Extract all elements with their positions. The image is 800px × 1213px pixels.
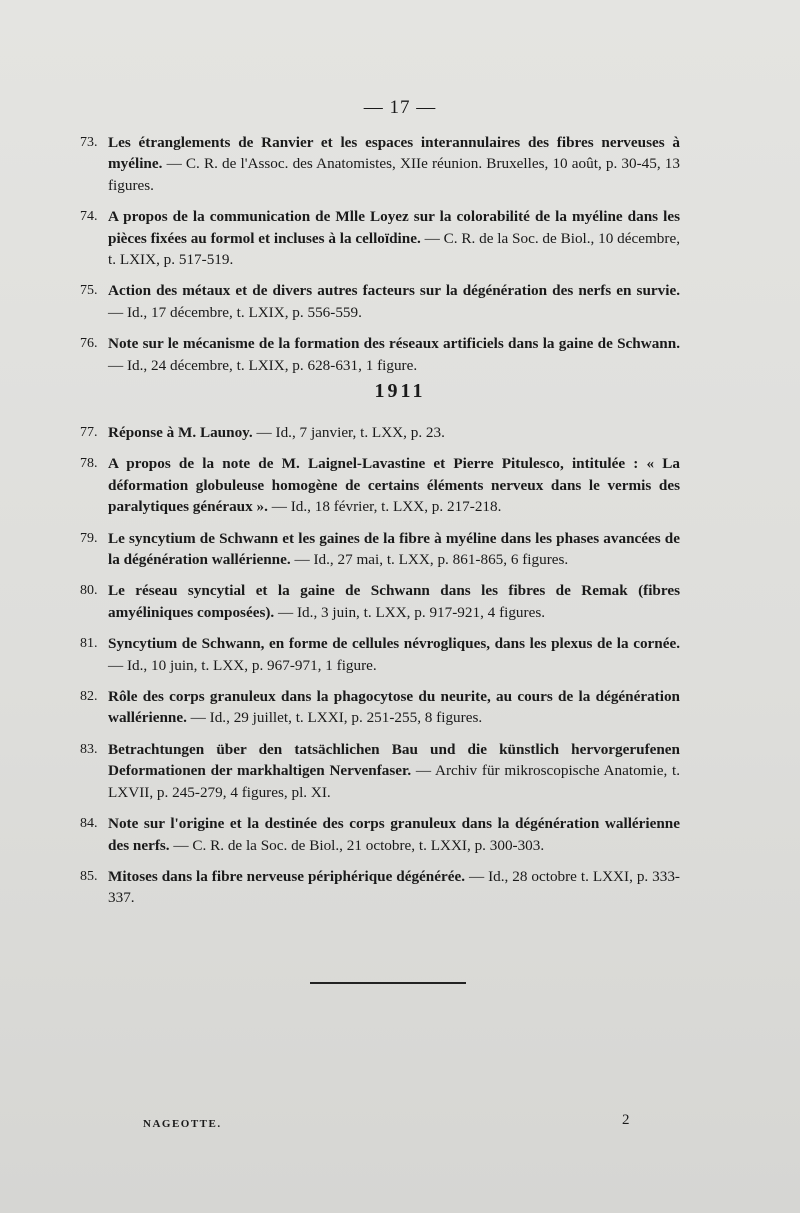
entry-reference: — Id., 10 juin, t. LXX, p. 967-971, 1 figure. xyxy=(108,656,377,674)
entry-title: A propos de la note de M. Laignel-Lavastine et Pierre Pitulesco, intitulée : « La déformation globuleuse homogène de certains éléments nerveux dans le vermis des paralytiques généraux ». xyxy=(108,455,680,516)
entry-number: 75. xyxy=(80,283,98,299)
entry-title: Mitoses dans la fibre nerveuse périphérique dégénérée. xyxy=(108,867,466,885)
footer-signature: NAGEOTTE. xyxy=(143,1118,222,1130)
entry-title: A propos de la communication de Mlle Loyez sur la colorabilité de la myéline dans les pièces fixées au formol et incluses à la celloïdine. xyxy=(108,208,680,247)
entry-reference: — Id., 7 janvier, t. LXX, p. 23. xyxy=(252,424,445,441)
entry-reference: — Id., 18 février, t. LXX, p. 217-218. xyxy=(267,498,502,516)
bibliography-entry xyxy=(82,453,680,517)
entry-title: Le syncytium de Schwann et les gaines de la fibre à myéline dans les phases avancées de la dégénération wallérienne. xyxy=(108,529,680,569)
entry-title: Note sur le mécanisme de la formation des réseaux artificiels dans la gaine de Schwann. xyxy=(108,335,680,353)
entry-title: Réponse à M. Launoy. xyxy=(108,424,253,441)
entry-title: Les étranglements de Ranvier et les espaces interannulaires des fibres nerveuses à myéline. xyxy=(108,134,680,173)
entry-title: Le réseau syncytial et la gaine de Schwann dans les fibres de Remak (fibres amyéliniques composées). xyxy=(108,582,680,621)
bibliography-entry xyxy=(82,422,680,443)
entry-number: 85. xyxy=(80,868,98,884)
entry-reference: — Archiv für mikroscopische Anatomie, t. LXVII, p. 245-279, 4 figures, pl. XI. xyxy=(108,762,681,801)
bibliography-entry xyxy=(82,280,680,323)
entry-reference: — C. R. de la Soc. de Biol., 21 octobre, t. LXXI, p. 300-303. xyxy=(169,836,545,854)
entry-reference: — Id., 3 juin, t. LXX, p. 917-921, 4 figures. xyxy=(274,603,546,621)
entry-reference: — Id., 24 décembre, t. LXIX, p. 628-631, 1 figure. xyxy=(108,356,418,374)
entry-reference: — C. R. de l'Assoc. des Anatomistes, XIIe réunion. Bruxelles, 10 août, p. 30-45, 13 figures. xyxy=(108,155,680,194)
entry-number: 79. xyxy=(80,530,98,546)
entry-number: 82. xyxy=(80,689,98,705)
bibliography-entry xyxy=(82,739,680,803)
year-heading: 1911 xyxy=(374,380,426,402)
entry-reference: — Id., 27 mai, t. LXX, p. 861-865, 6 figures. xyxy=(290,551,569,569)
entry-number: 73. xyxy=(80,135,98,150)
entry-reference: — Id., 29 juillet, t. LXXI, p. 251-255, 8 figures. xyxy=(186,709,483,727)
entry-number: 84. xyxy=(80,816,98,832)
entry-title: Rôle des corps granuleux dans la phagocytose du neurite, au cours de la dégénération wallérienne. xyxy=(108,688,680,727)
entry-reference: — C. R. de la Soc. de Biol., 10 décembre, t. LXIX, p. 517-519. xyxy=(108,229,680,269)
entry-title: Syncytium de Schwann, en forme de cellules névrogliques, dans les plexus de la cornée. xyxy=(108,635,680,653)
entry-number: 83. xyxy=(80,741,98,757)
entry-number: 78. xyxy=(80,456,98,472)
bibliography-entry xyxy=(82,132,680,196)
entry-number: 74. xyxy=(80,209,98,225)
bibliography-list-1911 xyxy=(82,422,680,919)
entry-number: 81. xyxy=(80,636,98,652)
entry-number: 76. xyxy=(80,336,98,352)
entry-reference: — Id., 28 octobre t. LXXI, p. 333-337. xyxy=(108,867,680,907)
page-number: — 17 — xyxy=(363,97,437,118)
bibliography-entry xyxy=(82,333,680,376)
entry-number: 77. xyxy=(80,425,98,440)
entry-number: 80. xyxy=(80,583,98,599)
entry-title: Action des métaux et de divers autres facteurs sur la dégénération des nerfs en survie. xyxy=(108,282,680,300)
bibliography-entry xyxy=(82,633,680,676)
bibliography-entry xyxy=(82,528,680,571)
footer-sheet-number: 2 xyxy=(622,1112,630,1128)
entry-reference: — Id., 17 décembre, t. LXIX, p. 556-559. xyxy=(108,303,362,321)
bibliography-entry xyxy=(82,813,680,856)
section-divider xyxy=(310,982,466,984)
entry-title: Betrachtungen über den tatsächlichen Bau und die künstlich hervorgerufenen Deformationen der markhaltigen Nervenfaser. xyxy=(108,740,680,780)
bibliography-entry xyxy=(82,206,680,270)
bibliography-entry xyxy=(82,580,680,623)
bibliography-entry xyxy=(82,866,680,909)
entry-title: Note sur l'origine et la destinée des corps granuleux dans la dégénération wallérienne des nerfs. xyxy=(108,815,680,854)
bibliography-entry xyxy=(82,686,680,729)
bibliography-list-1910 xyxy=(82,132,680,386)
